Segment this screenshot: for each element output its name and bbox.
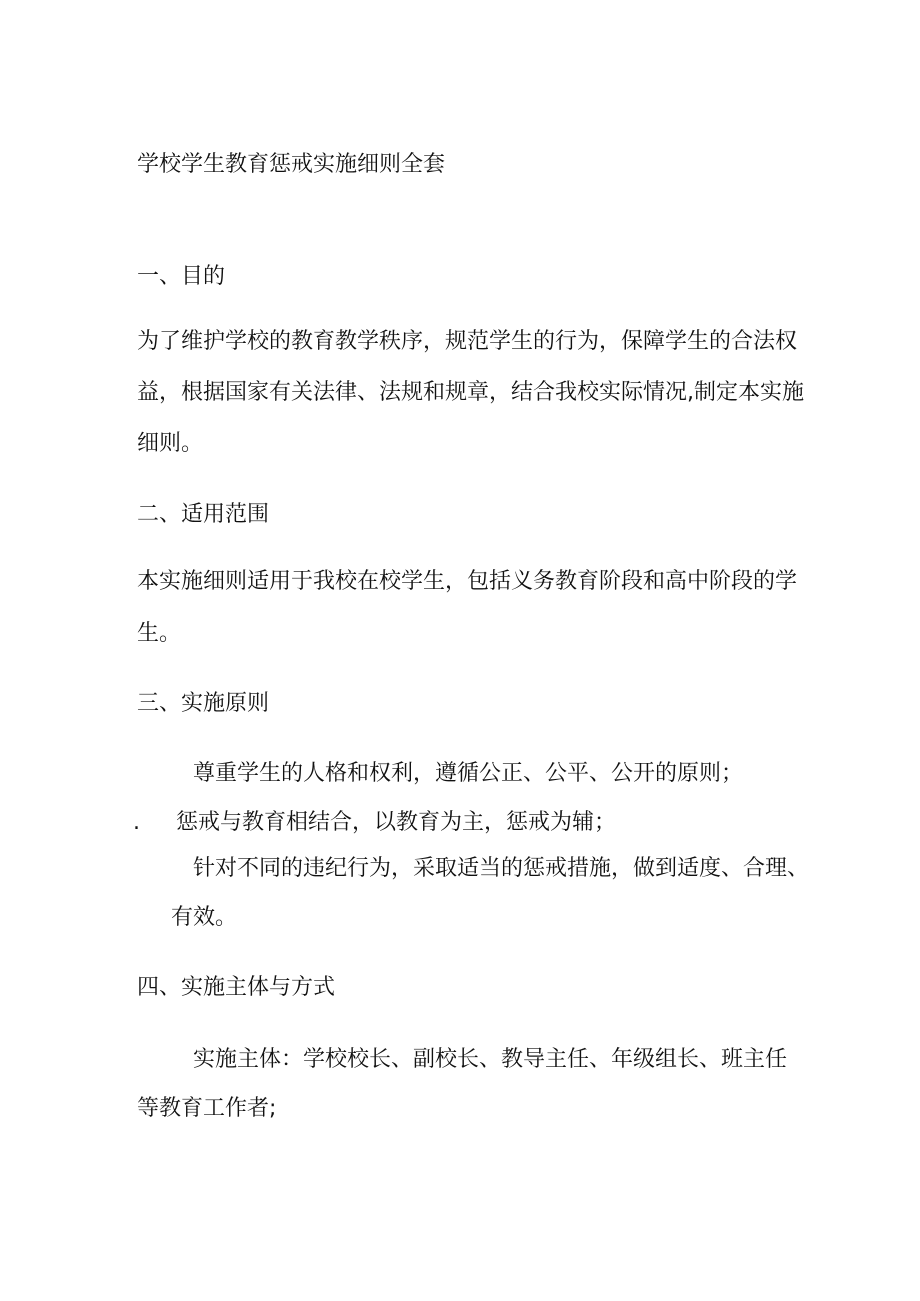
- principle-item: 惩戒与教育相结合，以教育为主，惩戒为辅；: [176, 810, 617, 835]
- principle-item-continuation: 有效。: [171, 905, 238, 930]
- section-heading-implementation: 四、实施主体与方式: [137, 975, 336, 1000]
- document-title: 学校学生教育惩戒实施细则全套: [137, 152, 446, 177]
- principle-item: 尊重学生的人格和权利，遵循公正、公平、公开的原则；: [193, 761, 744, 786]
- paragraph-line: 本实施细则适用于我校在校学生，包括义务教育阶段和高中阶段的学: [137, 569, 798, 594]
- paragraph-line: 实施主体：学校校长、副校长、教导主任、年级组长、班主任: [193, 1047, 788, 1072]
- paragraph-line: 细则。: [137, 431, 204, 456]
- paragraph-line: 益，根据国家有关法律、法规和规章，结合我校实际情况,制定本实施: [137, 380, 804, 405]
- principle-item: 针对不同的违纪行为，采取适当的惩戒措施，做到适度、合理、: [193, 856, 810, 881]
- section-heading-principles: 三、实施原则: [137, 691, 270, 716]
- section-heading-scope: 二、适用范围: [137, 502, 270, 527]
- paragraph-line: 生。: [137, 621, 182, 646]
- section-heading-purpose: 一、目的: [137, 264, 226, 289]
- bullet-marker: .: [133, 810, 140, 835]
- paragraph-line: 为了维护学校的教育教学秩序，规范学生的行为，保障学生的合法权: [137, 329, 798, 354]
- paragraph-line: 等教育工作者;: [137, 1096, 277, 1121]
